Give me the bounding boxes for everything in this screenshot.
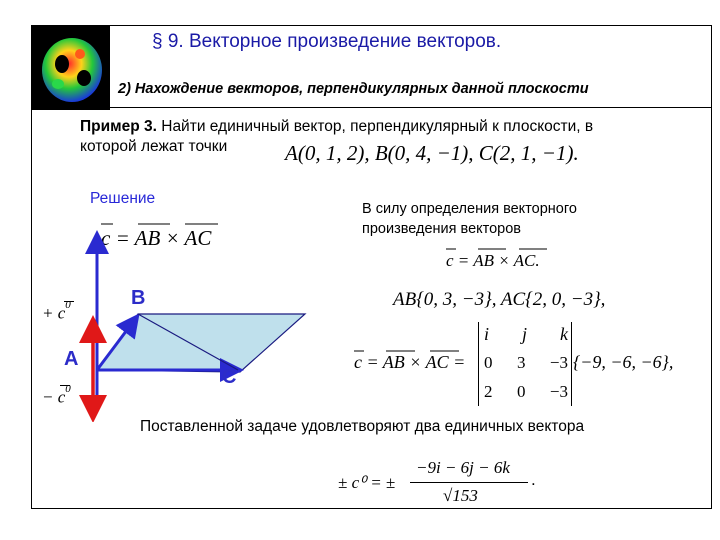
header-divider: [31, 107, 712, 108]
unit-vector-numerator: −9i − 6j − 6k: [416, 458, 510, 477]
formula-c-left: c = AB × AC: [101, 226, 212, 250]
example-label: Пример 3.: [80, 118, 157, 135]
point-label-c: C: [222, 366, 237, 388]
cross-prefix-overbars: [353, 346, 463, 356]
cross-result: {−9, −6, −6},: [573, 352, 674, 372]
matrix-cell: 0: [484, 353, 493, 372]
plus-c-overbar: [64, 301, 74, 302]
unit-vector-period: .: [531, 470, 536, 489]
matrix-cell: −3: [549, 353, 568, 372]
fraction-bar: [410, 482, 528, 483]
unit-vector-lhs: ± c⁰ = ±: [338, 473, 396, 492]
minus-c-overbar: [60, 385, 70, 386]
plus-c-sup: 0: [65, 299, 71, 311]
example-text-line2: которой лежат точки: [80, 138, 228, 155]
minus-c-sup: 0: [65, 383, 71, 395]
matrix-cell: 0: [516, 382, 526, 401]
plane-parallelogram: [97, 314, 305, 372]
matrix-row-2: [484, 353, 568, 373]
minus-c-text: − c: [42, 387, 66, 407]
geometry-diagram: [40, 222, 340, 422]
matrix-row-1: [484, 324, 568, 345]
matrix-row-3: [484, 382, 568, 402]
plus-c-text: + c: [42, 303, 66, 323]
section-subtitle: 2) Нахождение векторов, перпендикулярных данной плоскости: [118, 81, 589, 97]
unit-vector-denominator: √153: [443, 486, 478, 505]
matrix-cell: 3: [516, 353, 526, 372]
solution-label: Решение: [90, 190, 156, 207]
formula-c-right-overbars: [445, 244, 555, 254]
vector-coordinates: AB{0, 3, −3}, AC{2, 0, −3},: [393, 289, 606, 310]
point-label-a: A: [64, 348, 79, 370]
conclusion-text: Поставленной задаче удовлетворяют два единичных вектора: [140, 418, 585, 435]
matrix-cell: −3: [549, 382, 568, 401]
matrix-cell: i: [484, 324, 490, 344]
page-title: § 9. Векторное произведение векторов.: [152, 31, 502, 52]
point-label-b: B: [131, 287, 146, 309]
cross-prefix: c = AB × AC =: [354, 352, 466, 372]
formula-c-right: c = AB × AC.: [446, 251, 540, 270]
matrix-cell: j: [522, 324, 528, 344]
matrix-cell: k: [560, 324, 568, 344]
definition-text: В силу определения векторного произведения векторов: [362, 201, 577, 237]
example-text-line1: Найти единичный вектор, перпендикулярный к плоскости, в: [156, 118, 594, 135]
example-points: A(0, 1, 2), B(0, 4, −1), C(2, 1, −1).: [285, 141, 579, 165]
matrix-cell: 2: [484, 382, 493, 401]
minus-c-label: [42, 383, 71, 408]
plus-c-label: [42, 299, 71, 324]
torus-logo-image: [32, 26, 110, 110]
